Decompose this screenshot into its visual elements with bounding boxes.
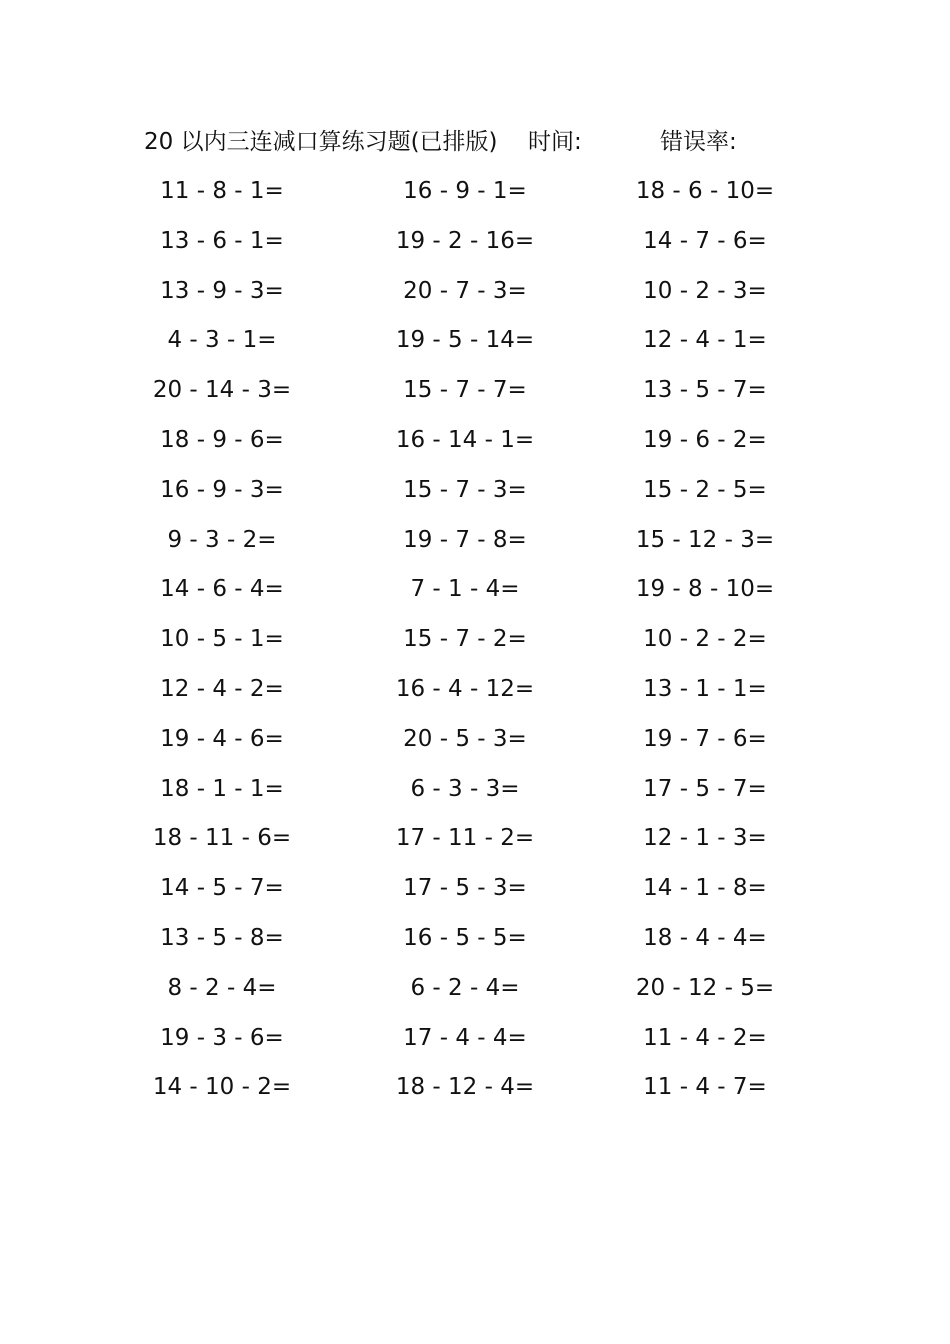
- subtraction-problem: 13 - 1 - 1=: [643, 675, 767, 702]
- subtraction-problem: 17 - 5 - 7=: [643, 775, 767, 802]
- subtraction-problem: 19 - 8 - 10=: [635, 576, 775, 603]
- subtraction-problem: 15 - 7 - 7=: [403, 377, 527, 404]
- subtraction-problem: 6 - 2 - 4=: [410, 974, 520, 1001]
- problem-row: [0, 272, 950, 322]
- subtraction-problem: 19 - 7 - 8=: [403, 526, 527, 553]
- problem-row: [0, 172, 950, 222]
- subtraction-problem: 20 - 14 - 3=: [152, 377, 292, 404]
- subtraction-problem: 14 - 10 - 2=: [152, 1074, 292, 1101]
- problem-row: [0, 521, 950, 571]
- subtraction-problem: 19 - 4 - 6=: [160, 725, 284, 752]
- subtraction-problem: 12 - 4 - 2=: [160, 675, 284, 702]
- subtraction-problem: 10 - 2 - 3=: [643, 277, 767, 304]
- subtraction-problem: 17 - 11 - 2=: [395, 825, 535, 852]
- problem-row: [0, 819, 950, 869]
- subtraction-problem: 16 - 9 - 1=: [403, 178, 527, 204]
- problem-row: [0, 770, 950, 820]
- problem-row: [0, 1019, 950, 1069]
- subtraction-problem: 18 - 6 - 10=: [635, 178, 775, 204]
- problem-row: [0, 1068, 950, 1118]
- problem-row: [0, 222, 950, 272]
- subtraction-problem: 14 - 5 - 7=: [160, 875, 284, 902]
- subtraction-problem: 12 - 4 - 1=: [643, 327, 767, 354]
- problem-row: [0, 321, 950, 371]
- subtraction-problem: 17 - 4 - 4=: [403, 1024, 527, 1051]
- subtraction-problem: 16 - 4 - 12=: [395, 675, 535, 702]
- subtraction-problem: 20 - 7 - 3=: [403, 277, 527, 304]
- subtraction-problem: 20 - 12 - 5=: [635, 974, 775, 1001]
- subtraction-problem: 12 - 1 - 3=: [643, 825, 767, 852]
- subtraction-problem: 13 - 5 - 8=: [160, 924, 284, 951]
- subtraction-problem: 4 - 3 - 1=: [167, 327, 277, 354]
- problem-row: [0, 620, 950, 670]
- problem-row: [0, 720, 950, 770]
- problem-grid: [0, 172, 950, 1118]
- problem-row: [0, 471, 950, 521]
- subtraction-problem: 8 - 2 - 4=: [167, 974, 277, 1001]
- problem-row: [0, 969, 950, 1019]
- subtraction-problem: 19 - 5 - 14=: [395, 327, 535, 354]
- time-label: 时间:: [528, 129, 582, 155]
- subtraction-problem: 16 - 5 - 5=: [403, 924, 527, 951]
- subtraction-problem: 18 - 12 - 4=: [395, 1074, 535, 1101]
- subtraction-problem: 14 - 7 - 6=: [643, 227, 767, 254]
- subtraction-problem: 16 - 14 - 1=: [395, 426, 535, 453]
- subtraction-problem: 20 - 5 - 3=: [403, 725, 527, 752]
- subtraction-problem: 11 - 4 - 7=: [643, 1074, 767, 1101]
- subtraction-problem: 9 - 3 - 2=: [167, 526, 277, 553]
- subtraction-problem: 11 - 8 - 1=: [160, 178, 284, 204]
- problem-row: [0, 371, 950, 421]
- subtraction-problem: 6 - 3 - 3=: [410, 775, 520, 802]
- subtraction-problem: 19 - 3 - 6=: [160, 1024, 284, 1051]
- problem-row: [0, 919, 950, 969]
- subtraction-problem: 19 - 2 - 16=: [395, 227, 535, 254]
- error-rate-label: 错误率:: [660, 129, 737, 155]
- subtraction-problem: 17 - 5 - 3=: [403, 875, 527, 902]
- subtraction-problem: 7 - 1 - 4=: [410, 576, 520, 603]
- subtraction-problem: 19 - 7 - 6=: [643, 725, 767, 752]
- subtraction-problem: 13 - 9 - 3=: [160, 277, 284, 304]
- subtraction-problem: 18 - 1 - 1=: [160, 775, 284, 802]
- problem-row: [0, 670, 950, 720]
- subtraction-problem: 15 - 2 - 5=: [643, 476, 767, 503]
- subtraction-problem: 10 - 2 - 2=: [643, 626, 767, 653]
- subtraction-problem: 18 - 4 - 4=: [643, 924, 767, 951]
- problem-row: [0, 869, 950, 919]
- worksheet-header: [144, 124, 804, 160]
- problem-row: [0, 421, 950, 471]
- problem-row: [0, 570, 950, 620]
- subtraction-problem: 15 - 7 - 3=: [403, 476, 527, 503]
- subtraction-problem: 14 - 1 - 8=: [643, 875, 767, 902]
- subtraction-problem: 15 - 7 - 2=: [403, 626, 527, 653]
- subtraction-problem: 16 - 9 - 3=: [160, 476, 284, 503]
- subtraction-problem: 13 - 6 - 1=: [160, 227, 284, 254]
- subtraction-problem: 10 - 5 - 1=: [160, 626, 284, 653]
- subtraction-problem: 18 - 9 - 6=: [160, 426, 284, 453]
- worksheet-title: 20 以内三连减口算练习题(已排版): [144, 129, 498, 155]
- subtraction-problem: 15 - 12 - 3=: [635, 526, 775, 553]
- subtraction-problem: 14 - 6 - 4=: [160, 576, 284, 603]
- subtraction-problem: 18 - 11 - 6=: [152, 825, 292, 852]
- subtraction-problem: 13 - 5 - 7=: [643, 377, 767, 404]
- subtraction-problem: 11 - 4 - 2=: [643, 1024, 767, 1051]
- subtraction-problem: 19 - 6 - 2=: [643, 426, 767, 453]
